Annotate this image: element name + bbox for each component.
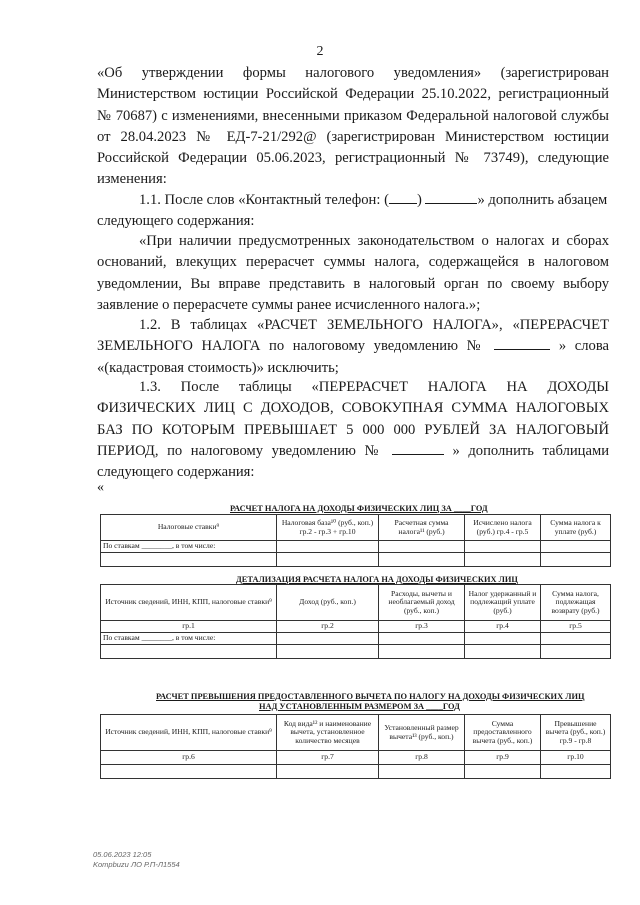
table1-row: [101, 553, 611, 567]
table2-header: Источник сведений, ИНН, КПП, налоговые ставки⁹: [101, 585, 277, 621]
table3-cell[interactable]: [101, 765, 277, 779]
footer-code: Kompbuzu ЛО Р.П-Л1554: [93, 860, 180, 869]
table1-cell[interactable]: [541, 541, 611, 553]
table3-title-line2: НАД УСТАНОВЛЕННЫМ РАЗМЕРОМ ЗА ____ГОД: [259, 702, 460, 711]
table2-cell[interactable]: [465, 633, 541, 645]
table1-row: [101, 541, 611, 553]
table2-cell[interactable]: [541, 645, 611, 659]
table2-cell[interactable]: [379, 645, 465, 659]
blank-field: [494, 337, 550, 350]
table2-cell[interactable]: [541, 633, 611, 645]
table3-cell[interactable]: [541, 765, 611, 779]
table1-cell[interactable]: [277, 541, 379, 553]
text-line: Министерством юстиции Российской Федерации 25.10.2022, регистрационный: [97, 86, 609, 103]
table2-colnum: гр.2: [277, 621, 379, 633]
text-line: БАЗ ПО КОТОРЫМ ПРЕВЫШАЕТ 5 000 000 РУБЛЕЙ ЗА НАЛОГОВЫЙ: [97, 421, 609, 438]
item-1-1-text-c: » дополнить абзацем: [477, 192, 608, 208]
table2-cell[interactable]: [379, 633, 465, 645]
item-1-2: [97, 315, 609, 379]
table2-cell[interactable]: [101, 645, 277, 659]
table3-header: Установленный размер вычета¹³ (руб., коп.): [379, 715, 465, 751]
item-1-1-text-b: ): [416, 192, 426, 208]
table2-cell[interactable]: [277, 633, 379, 645]
table1-header: Налоговая база¹⁰ (руб., коп.) гр.2 - гр.3 + гр.10: [277, 515, 379, 541]
table2-header: Доход (руб., коп.): [277, 585, 379, 621]
table3-header: Превышение вычета (руб., коп.) гр.9 - гр.8: [541, 715, 611, 751]
table1-title: РАСЧЕТ НАЛОГА НА ДОХОДЫ ФИЗИЧЕСКИХ ЛИЦ ЗА ____ГОД: [230, 504, 488, 513]
table1-cell[interactable]: [379, 553, 465, 567]
table1-header: Сумма налога к уплате (руб.): [541, 515, 611, 541]
table1-cell[interactable]: [277, 553, 379, 567]
text-line: «При наличии предусмотренных законодательством о налогах и сборах: [139, 233, 609, 249]
text-line: ФИЗИЧЕСКИХ ЛИЦ С ДОХОДОВ, СОВОКУПНАЯ СУММА НАЛОГОВЫХ: [97, 400, 609, 417]
text-line: «Об утверждении формы налогового уведомления» (зарегистрирован: [97, 65, 609, 81]
text-line: [97, 190, 609, 211]
text-line: изменения:: [97, 171, 167, 188]
table1-cell[interactable]: [541, 553, 611, 567]
table2: [100, 584, 611, 659]
item-1-2-text-a: ЗЕМЕЛЬНОГО НАЛОГА по налоговому уведомлению №: [97, 338, 486, 355]
table3-title-line1: РАСЧЕТ ПРЕВЫШЕНИЯ ПРЕДОСТАВЛЕННОГО ВЫЧЕТА ПО НАЛОГУ НА ДОХОДЫ ФИЗИЧЕСКИХ ЛИЦ: [156, 692, 585, 701]
table3-cell[interactable]: [277, 765, 379, 779]
table2-header-row: [101, 585, 611, 621]
table2-row: [101, 645, 611, 659]
footer-stamp: [93, 850, 180, 870]
open-quote-mark: «: [97, 480, 104, 495]
table3-row: [101, 765, 611, 779]
table2-cell[interactable]: [277, 645, 379, 659]
table3-cell[interactable]: [379, 765, 465, 779]
text-line: уведомлении, Вы вправе представить в налоговый орган по своему выбору: [97, 275, 609, 292]
table2-colnum: гр.4: [465, 621, 541, 633]
table2-colnum: гр.3: [379, 621, 465, 633]
table2-colnum: гр.1: [101, 621, 277, 633]
table1-header: Исчислено налога (руб.) гр.4 - гр.5: [465, 515, 541, 541]
table3-colnum: гр.6: [101, 751, 277, 765]
table3-header-row: [101, 715, 611, 751]
table3-colnum-row: [101, 751, 611, 765]
table2-header: Налог удержанный и подлежащий уплате (руб.): [465, 585, 541, 621]
table3-colnum: гр.10: [541, 751, 611, 765]
table3-header: Сумма предоставленного вычета (руб., коп.): [465, 715, 541, 751]
item-1-3: [97, 377, 609, 483]
table1-cell[interactable]: [101, 553, 277, 567]
table3-header: Источник сведений, ИНН, КПП, налоговые ставки⁹: [101, 715, 277, 751]
table1: [100, 514, 611, 567]
table1-cell[interactable]: [465, 541, 541, 553]
blank-field: [425, 191, 477, 204]
table3-colnum: гр.9: [465, 751, 541, 765]
item-1-3-text-a: ПЕРИОД, по налоговому уведомлению №: [97, 442, 384, 459]
blank-field: [389, 191, 417, 204]
text-line: [97, 441, 609, 462]
text-line: 1.3. После таблицы «ПЕРЕРАСЧЕТ НАЛОГА НА ДОХОДЫ: [139, 379, 609, 395]
table2-row-label: По ставкам ________, в том числе:: [101, 633, 277, 645]
text-line: заявление о перерасчете суммы ранее исчисленного налога.»;: [97, 296, 481, 313]
table3-header: Код вида¹² и наименование вычета, установленное количество месяцев: [277, 715, 379, 751]
item-1-3-text-b: » дополнить таблицами: [452, 442, 609, 459]
text-line: 1.2. В таблицах «РАСЧЕТ ЗЕМЕЛЬНОГО НАЛОГА», «ПЕРЕРАСЧЕТ: [139, 317, 609, 333]
table3-colnum: гр.7: [277, 751, 379, 765]
text-line: оснований, влекущих перерасчет суммы налога, содержащейся в налоговом: [97, 254, 609, 271]
table3-cell[interactable]: [465, 765, 541, 779]
text-line: следующего содержания:: [97, 213, 255, 230]
table1-cell[interactable]: [465, 553, 541, 567]
footer-date: 05.06.2023 12:05: [93, 850, 152, 859]
table1-header: Налоговые ставки⁹: [101, 515, 277, 541]
table2-colnum: гр.5: [541, 621, 611, 633]
table1-header: Расчетная сумма налога¹¹ (руб.): [379, 515, 465, 541]
text-line: № 70687) с изменениями, внесенными приказом Федеральной налоговой службы: [97, 107, 609, 124]
table1-row-label: По ставкам ________, в том числе:: [101, 541, 277, 553]
table2-row: [101, 633, 611, 645]
blank-field: [392, 442, 444, 455]
item-1-2-text-b: » слова: [558, 338, 610, 355]
text-line: следующего содержания:: [97, 464, 255, 481]
table1-cell[interactable]: [379, 541, 465, 553]
table3: [100, 714, 611, 779]
text-line: от 28.04.2023 № ЕД-7-21/292@ (зарегистрирован Министерством юстиции: [97, 128, 609, 145]
table2-header: Сумма налога, подлежащая возврату (руб.): [541, 585, 611, 621]
table3-colnum: гр.8: [379, 751, 465, 765]
item-1-1: [97, 190, 609, 233]
table2-header: Расходы, вычеты и необлагаемый доход (руб., коп.): [379, 585, 465, 621]
table1-header-row: [101, 515, 611, 541]
text-line: «(кадастровая стоимость)» исключить;: [97, 359, 339, 376]
text-line: [97, 336, 609, 357]
table2-colnum-row: [101, 621, 611, 633]
text-line: Российской Федерации 05.06.2023, регистрационный № 73749), следующие: [97, 150, 609, 167]
item-1-1-text-a: 1.1. После слов «Контактный телефон: (: [139, 192, 389, 208]
page-number: 2: [316, 44, 324, 59]
quote-paragraph: [97, 231, 609, 316]
table2-cell[interactable]: [465, 645, 541, 659]
table2-title: ДЕТАЛИЗАЦИЯ РАСЧЕТА НАЛОГА НА ДОХОДЫ ФИЗИЧЕСКИХ ЛИЦ: [236, 575, 518, 584]
paragraph-intro: [97, 63, 609, 191]
